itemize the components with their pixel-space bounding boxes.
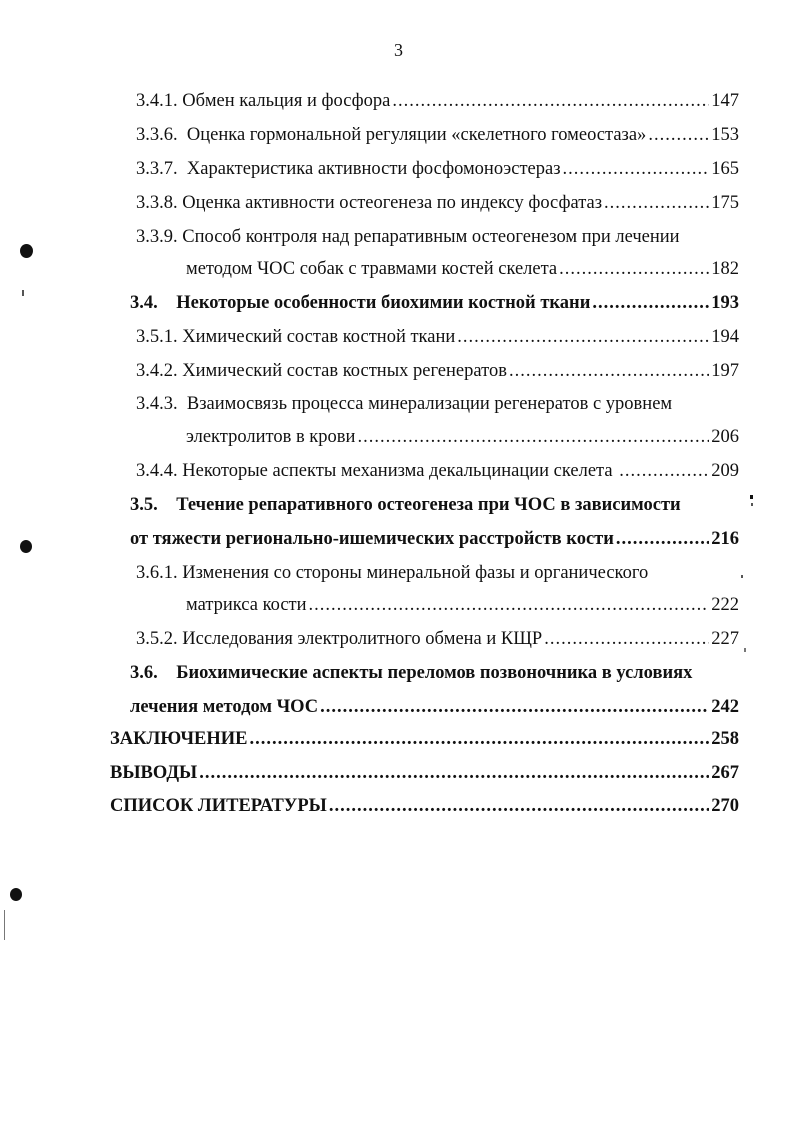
leader-dots — [619, 458, 709, 484]
toc-entry — [136, 88, 739, 114]
toc-section — [130, 290, 739, 316]
leader-dots — [604, 190, 709, 216]
entry-title-cont: электролитов в крови — [186, 427, 356, 447]
entry-page: 216 — [711, 529, 739, 549]
toc-entry — [136, 458, 739, 484]
leader-dots — [544, 626, 709, 652]
entry-page: 197 — [711, 361, 739, 381]
entry-title: Изменения со стороны минеральной фазы и органического — [182, 563, 649, 583]
toc-entry — [186, 424, 739, 450]
leader-dots — [648, 122, 709, 148]
binder-hole-mark — [20, 244, 33, 258]
entry-number: 3.6.1. — [136, 563, 178, 583]
entry-title: Оценка гормональной регуляции «скелетного гомеостаза» — [186, 125, 647, 145]
entry-page: 194 — [711, 327, 739, 347]
leader-dots — [509, 358, 709, 384]
leader-dots — [616, 526, 709, 552]
toc-chapter — [110, 726, 739, 752]
entry-number: 3.4.1. — [136, 91, 178, 111]
entry-page: 270 — [711, 796, 739, 816]
entry-title: Течение репаративного остеогенеза при ЧОС в зависимости — [176, 495, 681, 515]
scan-speck — [744, 648, 746, 652]
entry-title: Способ контроля над репаративным остеогенезом при лечении — [182, 227, 680, 247]
entry-page: 209 — [711, 461, 739, 481]
entry-title: Оценка активности остеогенеза по индексу фосфатаз — [182, 193, 603, 213]
entry-page: 147 — [711, 91, 739, 111]
entry-title-cont: лечения методом ЧОС — [130, 697, 319, 717]
leader-dots — [563, 156, 710, 182]
entry-page: 175 — [711, 193, 739, 213]
toc-entry — [136, 626, 739, 652]
entry-title: Некоторые аспекты механизма декальцинации скелета — [182, 461, 613, 481]
toc-entry — [186, 592, 739, 618]
entry-page: 267 — [711, 763, 739, 783]
scan-speck — [22, 290, 24, 296]
leader-dots — [457, 324, 709, 350]
leader-dots — [329, 793, 709, 819]
entry-title: Характеристика активности фосфомоноэстераз — [186, 159, 561, 179]
entry-title: Взаимосвязь процесса минерализации регенератов с уровнем — [186, 394, 673, 414]
entry-page: 153 — [711, 125, 739, 145]
toc-chapter — [110, 793, 739, 819]
entry-page: 165 — [711, 159, 739, 179]
leader-dots — [199, 760, 709, 786]
scan-speck — [741, 575, 743, 578]
toc-section — [130, 526, 739, 552]
entry-number: 3.5.1. — [136, 327, 178, 347]
toc-section-line1 — [130, 660, 692, 686]
entry-page: 193 — [711, 293, 739, 313]
leader-dots — [592, 290, 709, 316]
entry-number: 3.3.7. — [136, 159, 178, 179]
entry-title: Некоторые особенности биохимии костной ткани — [176, 293, 591, 313]
entry-page: 227 — [711, 629, 739, 649]
leader-dots — [320, 694, 709, 720]
entry-number: 3.3.8. — [136, 193, 178, 213]
toc-entry — [136, 358, 739, 384]
scan-edge-line — [4, 910, 5, 940]
toc-entry-line1 — [136, 391, 672, 417]
entry-title: Химический состав костных регенератов — [182, 361, 507, 381]
entry-number: 3.3.9. — [136, 227, 178, 247]
entry-number: 3.4.3. — [136, 394, 178, 414]
toc-entry — [136, 190, 739, 216]
entry-title: Обмен кальция и фосфора — [182, 91, 391, 111]
entry-title: Биохимические аспекты переломов позвоночника в условиях — [176, 663, 693, 683]
leader-dots — [559, 256, 709, 282]
toc-chapter — [110, 760, 739, 786]
entry-number: 3.3.6. — [136, 125, 178, 145]
scan-speck — [750, 495, 753, 499]
entry-page: 182 — [711, 259, 739, 279]
entry-number: 3.4.2. — [136, 361, 178, 381]
entry-page: 222 — [711, 595, 739, 615]
entry-title-cont: методом ЧОС собак с травмами костей скелета — [186, 259, 558, 279]
binder-hole-mark — [10, 888, 22, 901]
entry-number: 3.5. — [130, 495, 158, 515]
entry-title: Химический состав костной ткани — [182, 327, 456, 347]
entry-title: ЗАКЛЮЧЕНИЕ — [110, 729, 248, 749]
scan-speck — [751, 503, 753, 506]
entry-title-cont: от тяжести регионально-ишемических расстройств кости — [130, 529, 614, 549]
binder-hole-mark — [20, 540, 32, 553]
leader-dots — [250, 726, 710, 752]
entry-page: 206 — [711, 427, 739, 447]
entry-number: 3.4.4. — [136, 461, 178, 481]
toc-entry — [136, 122, 739, 148]
leader-dots — [357, 424, 709, 450]
entry-title: СПИСОК ЛИТЕРАТУРЫ — [110, 796, 327, 816]
toc-entry — [136, 156, 739, 182]
entry-title: ВЫВОДЫ — [110, 763, 198, 783]
toc-entry-line1 — [136, 224, 680, 250]
toc-entry — [186, 256, 739, 282]
entry-page: 258 — [711, 729, 739, 749]
entry-title: Исследования электролитного обмена и КЩР — [182, 629, 543, 649]
entry-page: 242 — [711, 697, 739, 717]
page-number: 3 — [394, 40, 403, 60]
leader-dots — [309, 592, 710, 618]
entry-number: 3.6. — [130, 663, 158, 683]
toc-section — [130, 694, 739, 720]
leader-dots — [392, 88, 709, 114]
entry-number: 3.4. — [130, 293, 158, 313]
entry-title-cont: матрикса кости — [186, 595, 307, 615]
toc-entry-line1 — [136, 560, 648, 586]
toc-section-line1 — [130, 492, 681, 518]
toc-entry — [136, 324, 739, 350]
entry-number: 3.5.2. — [136, 629, 178, 649]
